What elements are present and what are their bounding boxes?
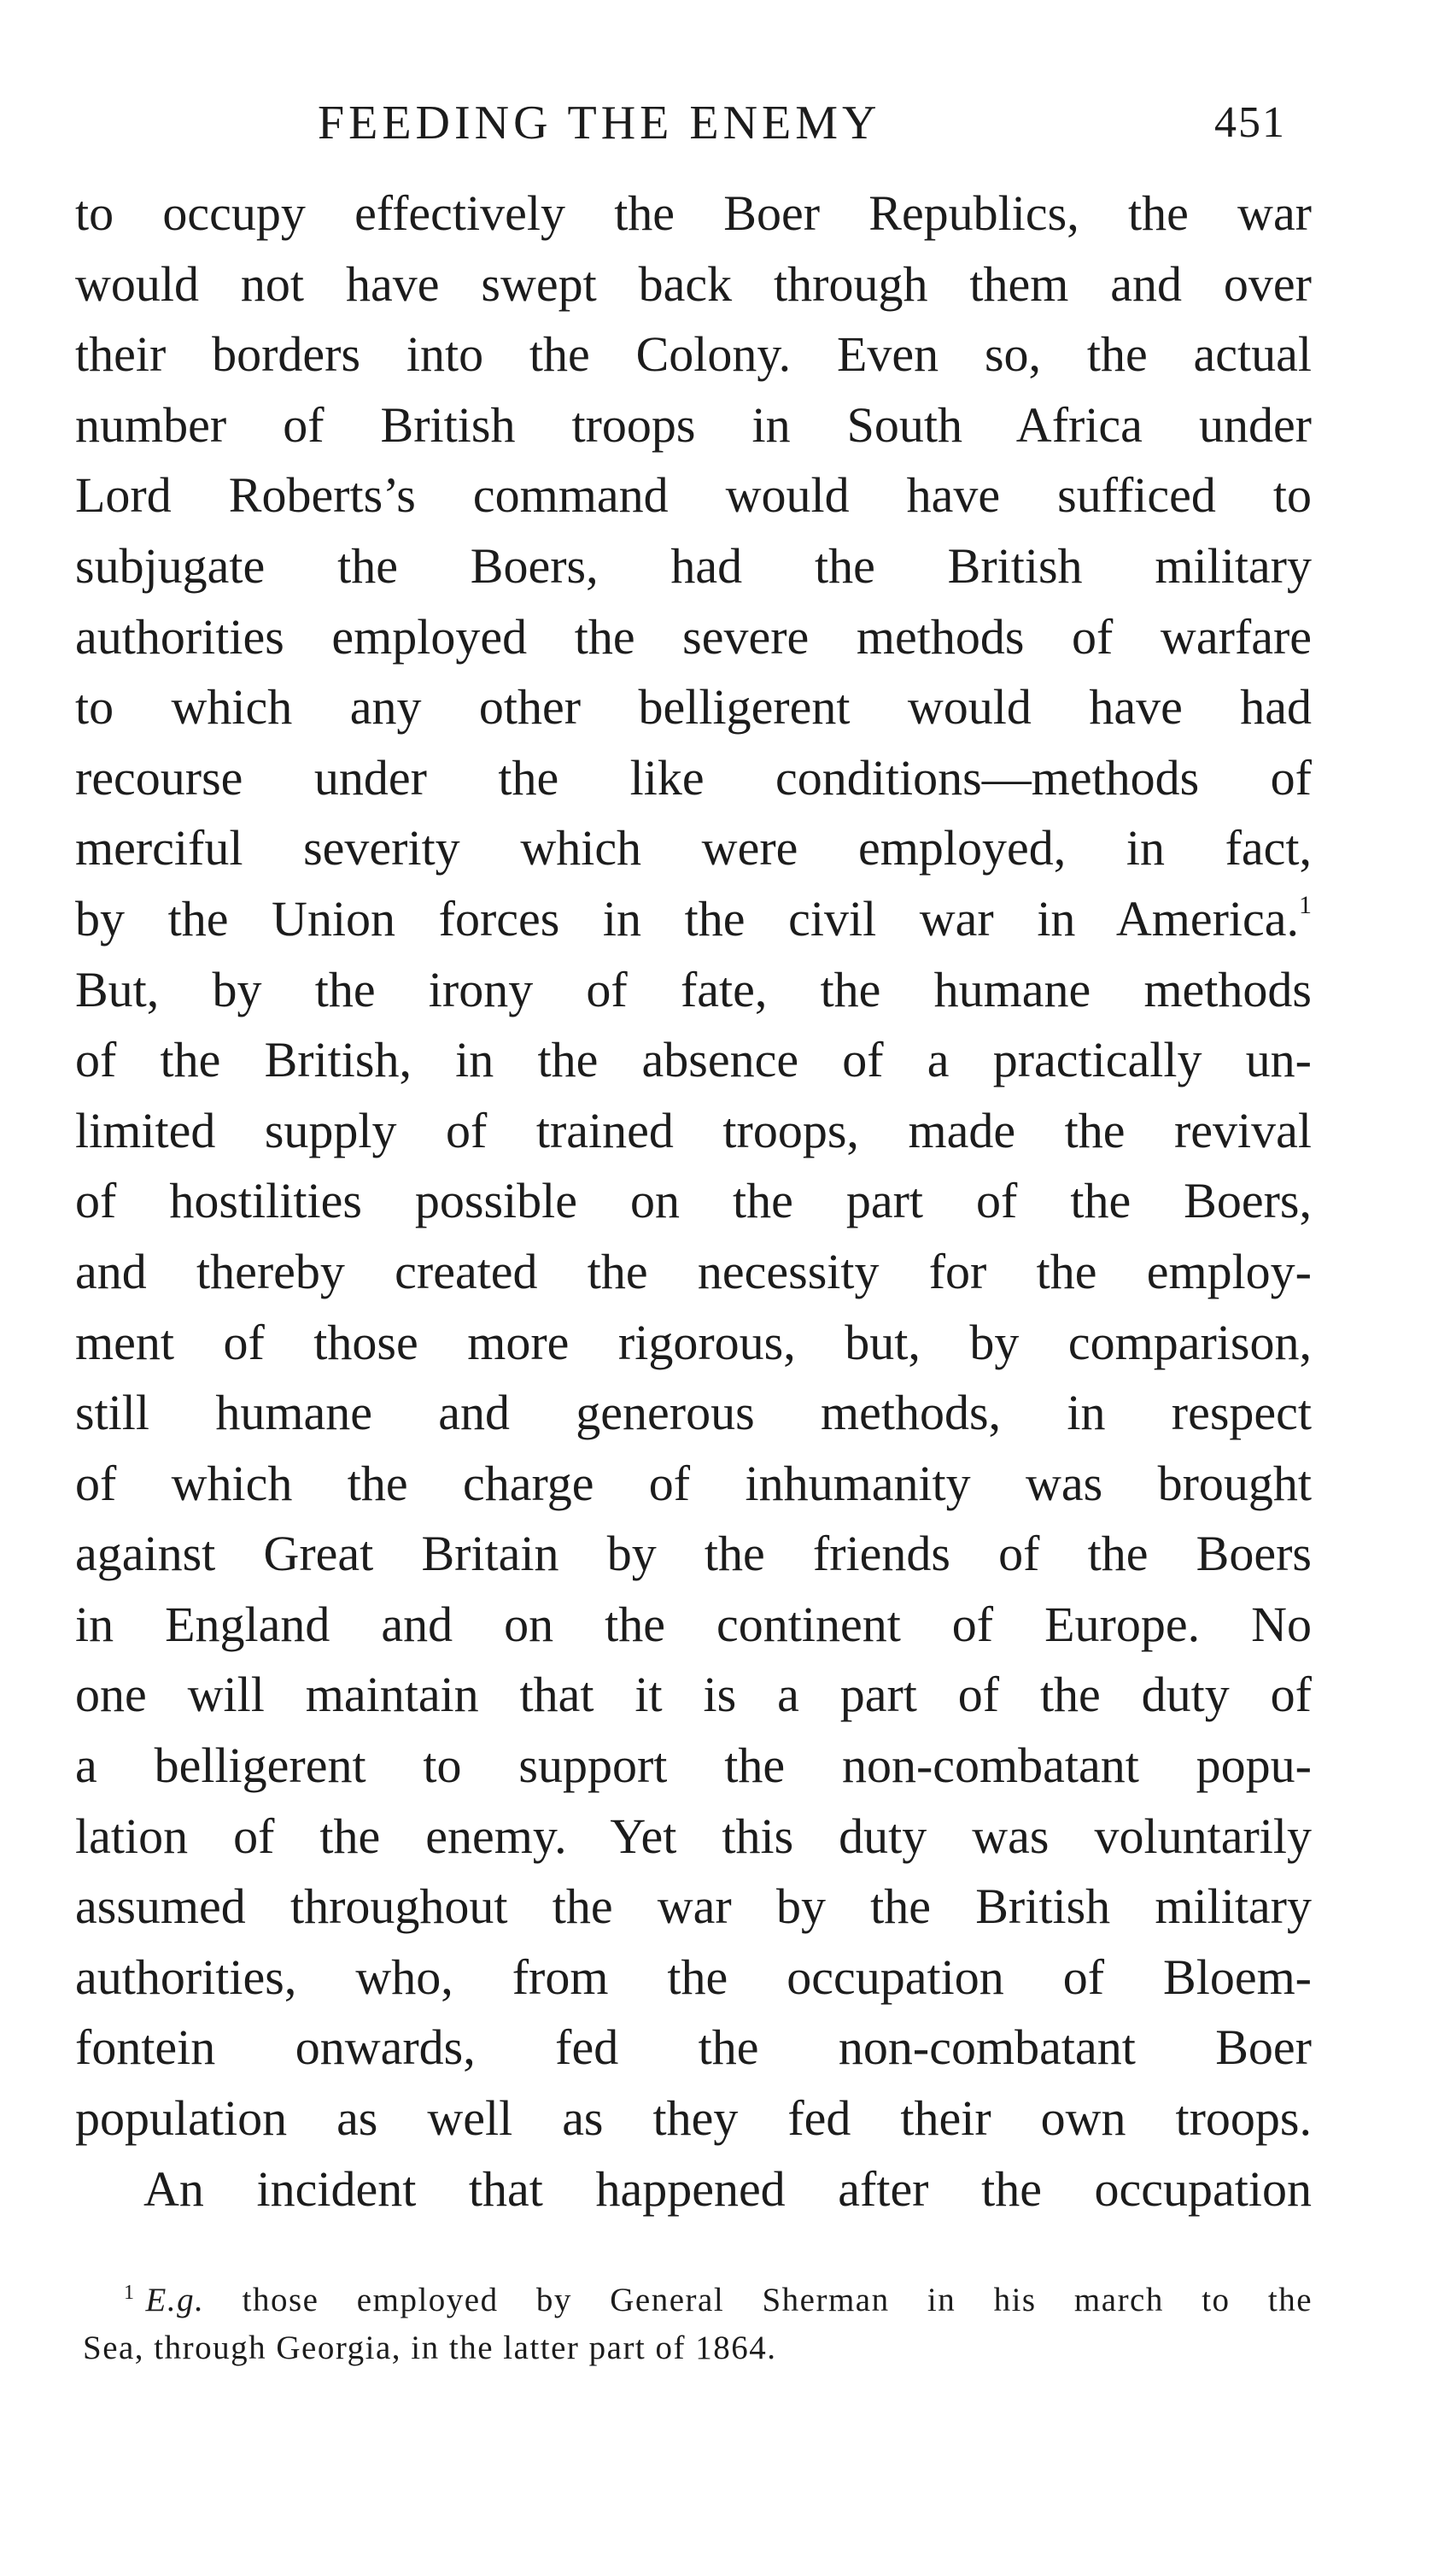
text-line: subjugate the Boers, had the British military <box>75 537 1312 594</box>
text-line-with-footnote <box>75 884 1312 955</box>
text-line: Lord Roberts’s command would have sufficed to <box>75 467 1312 524</box>
text-line: their borders into the Colony. Even so, the actual <box>75 326 1312 383</box>
text-line: a belligerent to support the non-combatant popu- <box>75 1738 1312 1794</box>
text-line: number of British troops in South Africa under <box>75 396 1312 453</box>
footnote-abbreviation: E.g. <box>145 2282 205 2318</box>
text-line: of the British, in the absence of a practically un- <box>75 1032 1312 1088</box>
text-line: in England and on the continent of Europe. No <box>75 1596 1312 1652</box>
page-number: 451 <box>1214 98 1286 147</box>
text-line: But, by the irony of fate, the humane methods <box>75 961 1312 1017</box>
footnote-line-1 <box>83 2277 1313 2324</box>
footnote-block <box>83 2277 1313 2372</box>
text-line: assumed throughout the war by the British military <box>75 1878 1312 1935</box>
text-line: fontein onwards, fed the non-combatant Boer <box>75 2019 1312 2076</box>
body-text <box>75 179 1312 2224</box>
footnote-text: those employed by General Sherman in his march to the <box>204 2282 1313 2318</box>
text-line: limited supply of trained troops, made the revival <box>75 1102 1312 1158</box>
footnote-line-2: Sea, through Georgia, in the latter part of 1864. <box>83 2330 777 2366</box>
text-line: to occupy effectively the Boer Republics, the war <box>75 185 1312 241</box>
text-line: and thereby created the necessity for the employ- <box>75 1243 1312 1299</box>
text-line: authorities, who, from the occupation of Bloem- <box>75 1949 1312 2005</box>
text-line: one will maintain that it is a part of the duty of <box>75 1667 1312 1723</box>
text-line: by the Union forces in the civil war in America. <box>75 890 1299 947</box>
text-line: ment of those more rigorous, but, by comparison, <box>75 1314 1312 1370</box>
paragraph-start-line: An incident that happened after the occupation <box>143 2160 1312 2217</box>
running-head <box>0 89 1456 157</box>
text-line: lation of the enemy. Yet this duty was voluntarily <box>75 1808 1312 1864</box>
text-line: to which any other belligerent would have had <box>75 679 1312 736</box>
text-line: still humane and generous methods, in respect <box>75 1385 1312 1441</box>
text-line: merciful severity which were employed, in fact, <box>75 820 1312 876</box>
text-line: would not have swept back through them and over <box>75 255 1312 312</box>
text-line: authorities employed the severe methods of warfare <box>75 608 1312 665</box>
running-title: FEEDING THE ENEMY <box>318 97 881 149</box>
footnote-marker: 1 <box>124 2282 136 2304</box>
footnote-reference[interactable]: 1 <box>1299 890 1312 919</box>
text-line: population as well as they fed their own troops. <box>75 2090 1312 2147</box>
text-line: of hostilities possible on the part of the Boers, <box>75 1173 1312 1229</box>
text-line: recourse under the like conditions—methods of <box>75 749 1312 806</box>
text-line: of which the charge of inhumanity was brought <box>75 1455 1312 1511</box>
text-line: against Great Britain by the friends of the Boers <box>75 1526 1312 1582</box>
